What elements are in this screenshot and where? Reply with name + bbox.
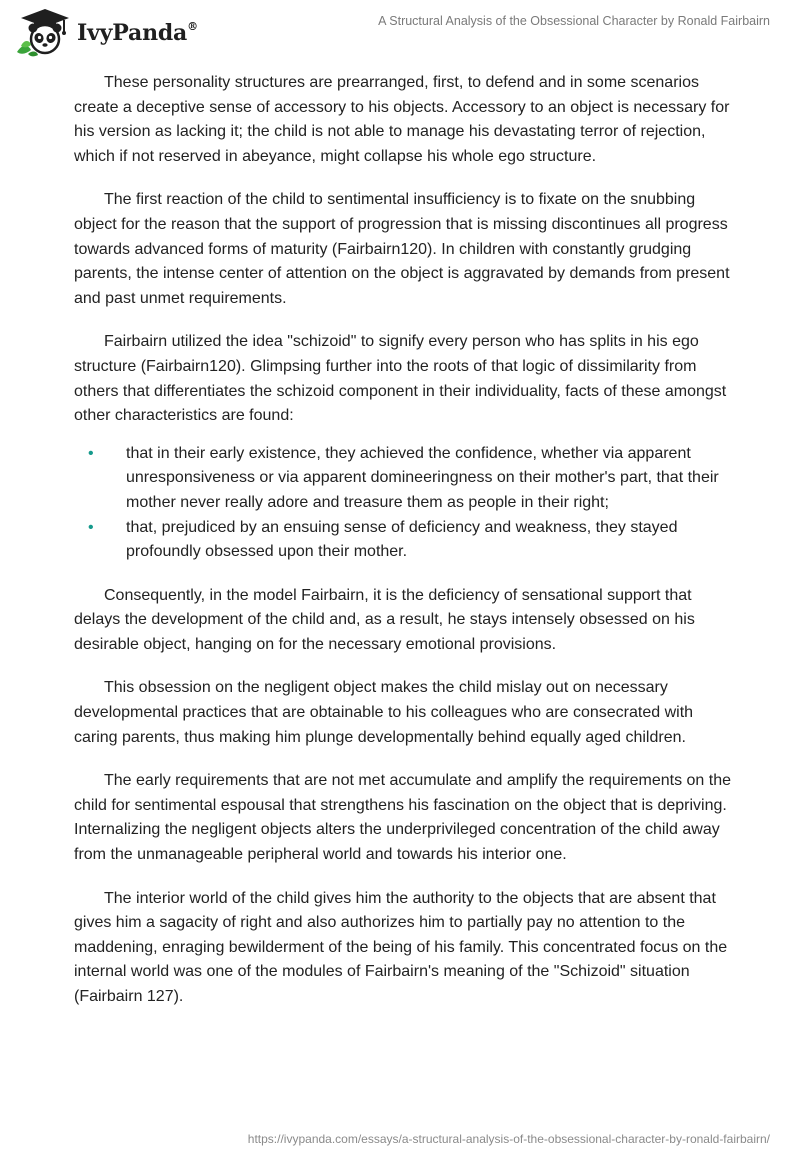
paragraph: This obsession on the negligent object makes the child mislay out on necessary developmental practices that are obtainable to his colleagues who are consecrated with caring parents, thus making him plunge developmentally behind equally aged children. bbox=[74, 679, 694, 746]
source-url[interactable]: https://ivypanda.com/essays/a-structural-analysis-of-the-obsessional-character-by-ronald-fairbairn/ bbox=[247, 1132, 770, 1146]
list-item bbox=[74, 516, 734, 565]
paragraph: Consequently, in the model Fairbairn, it is the deficiency of sensational support that delays the development of the child and, as a result, he stays intensely obsessed on his desirable object, hanging on for the necessary emotional provisions. bbox=[74, 586, 695, 653]
bullet-icon: • bbox=[88, 444, 94, 462]
bullet-icon: • bbox=[88, 518, 94, 536]
list-item-text: that in their early existence, they achieved the confidence, whether via apparent unresponsiveness or via apparent domineeringness on their mother's part, that their mother never really adore and treasure them as people in their right; bbox=[126, 444, 719, 511]
ivypanda-logo[interactable] bbox=[14, 8, 214, 58]
paragraph: The first reaction of the child to sentimental insufficiency is to fixate on the snubbing object for the reason that the support of progression that is missing discontinues all progress towards advanced forms of maturity (Fairbairn120). In children with constantly grudging parents, the intense center of attention on the object is aggravated by demands from present and past unmet requirements. bbox=[74, 191, 730, 307]
panda-graduate-icon bbox=[14, 8, 76, 58]
list-item-text: that, prejudiced by an ensuing sense of deficiency and weakness, they stayed profoundly obsessed upon their mother. bbox=[126, 518, 678, 561]
page-header bbox=[0, 0, 800, 62]
brand-name: IvyPanda® bbox=[77, 19, 198, 46]
paragraph: These personality structures are prearranged, first, to defend and in some scenarios create a deceptive sense of accessory to his objects. Accessory to an object is necessary for his version as lacking it; the child is not able to manage his devastating terror of rejection, which if not reserved in abeyance, might collapse his whole ego structure. bbox=[74, 74, 730, 165]
essay-body bbox=[74, 71, 734, 1029]
paragraph: Fairbairn utilized the idea "schizoid" to signify every person who has splits in his ego structure (Fairbairn120). Glimpsing further into the roots of that logic of dissimilarity from others that differentiates the schizoid component in their individuality, facts of these amongst other characteristics are found: bbox=[74, 333, 727, 425]
list-item bbox=[74, 442, 734, 516]
paragraph: The interior world of the child gives him the authority to the objects that are absent that gives him a sagacity of right and also authorizes him to partially pay no attention to the maddening, enraging bewilderment of the being of his family. This concentrated focus on the internal world was one of the modules of Fairbairn's meaning of the "Schizoid" situation (Fairbairn 127). bbox=[74, 889, 728, 1005]
document-title: A Structural Analysis of the Obsessional Character by Ronald Fairbairn bbox=[378, 14, 770, 28]
bullet-list bbox=[74, 442, 734, 565]
paragraph: The early requirements that are not met accumulate and amplify the requirements on the child for sentimental espousal that strengthens his fascination on the object that is depriving. Internalizing the negligent objects alters the underprivileged concentration of the child away from the unmanageable peripheral world and towards his interior one. bbox=[74, 772, 731, 864]
